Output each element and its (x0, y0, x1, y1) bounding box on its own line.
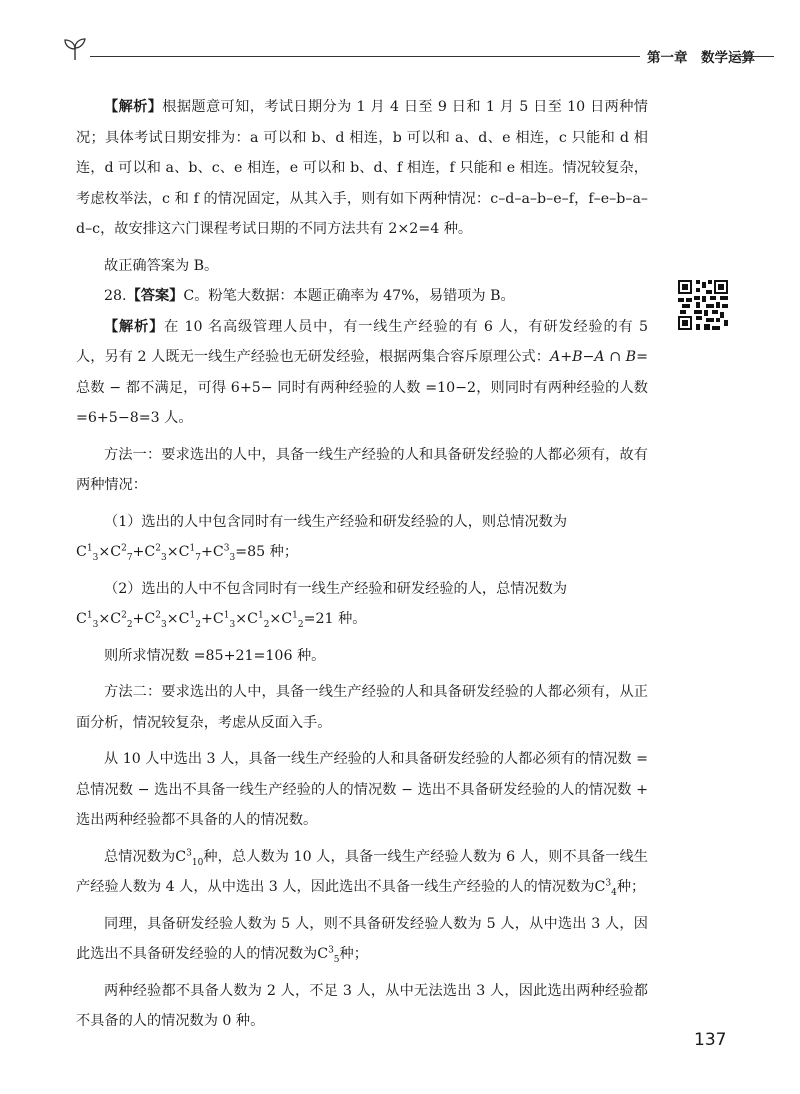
analysis-paragraph-28 (76, 312, 648, 434)
case-one (76, 507, 648, 568)
inclusion-exclusion-formula: A+B−A ∩ B= (549, 349, 648, 365)
analysis-text-cont: 总数 − 都不满足，可得 6+5− 同时有两种经验的人数 =10−2，则同时有两种经验的人数 =6+5−8=3 人。 (76, 379, 648, 426)
header-rule-right (732, 56, 774, 57)
analysis-text: 根据题意可知，考试日期分为 1 月 4 日至 9 日和 1 月 5 日至 10 日两种情况；具体考试日期安排为：a 可以和 b、d 相连，b 可以和 a、d、e 相连，c 只能和 d 相连，d 可以和 a、b、c、e 相连，e 可以和 b、d、f 相连，f 只能和 e 相连。情况较复杂，考虑枚举法，c 和 f 的情况固定，从其入手，则有如下两种情况：c–d–a–b–e–f，f–e–b–a–d–c，故安排这六门课程考试日期的不同方法共有 2×2=4 种。 (76, 99, 648, 237)
method-one-intro: 方法一：要求选出的人中，具备一线生产经验的人和具备研发经验的人都必须有，故有两种情况： (76, 446, 648, 493)
neither-cases-paragraph: 两种经验都不具备人数为 2 人，不足 3 人，从中无法选出 3 人，因此选出两种经验都不具备的人的情况数为 0 种。 (76, 982, 648, 1029)
case-one-formula: $C^1_3\times C^2_7+C^2_3\times C^1_7+C^3_3$ (76, 543, 236, 563)
correct-answer-line: 故正确答案为 B。 (104, 257, 219, 274)
page-header (62, 34, 774, 70)
qr-code-icon (678, 280, 728, 330)
case-two-formula: $C^1_3\times C^2_2+C^2_3\times C^1_2+C^1_3\times C^1_2\times C^1_2$ (76, 610, 304, 630)
total-cases-text: 总情况数为 (104, 848, 176, 865)
research-cases-text-end: 种； (339, 946, 368, 962)
question-number: 28. (104, 288, 127, 304)
total-cases-formula: $C^3_{10}$ (175, 847, 204, 868)
analysis-label: 【解析】 (104, 99, 163, 115)
chapter-title: 第一章 数学运算 (647, 50, 755, 66)
page-number: 137 (694, 1030, 727, 1050)
case-two-result: =21 种。 (303, 611, 367, 627)
case-two-text: （2）选出的人中不包含同时有一线生产经验和研发经验的人，总情况数为 (104, 580, 568, 597)
total-cases-text-end: 种； (616, 879, 646, 895)
method-one-total: 则所求情况数 =85+21=106 种。 (104, 647, 326, 664)
method-two-intro: 方法二：要求选出的人中，具备一线生产经验的人和具备研发经验的人都必须有，从正面分析，情况较复杂，考虑从反面入手。 (76, 684, 648, 731)
question-28-answer (76, 281, 648, 312)
analysis-text: 在 10 名高级管理人员中，有一线生产经验的有 6 人，有研发经验的有 5 人，另有 2 人既无一线生产经验也无研发经验，根据两集合容斥原理公式： (76, 318, 648, 365)
answer-text: C。粉笔大数据：本题正确率为 47%，易错项为 B。 (183, 288, 515, 304)
case-one-text: （1）选出的人中包含同时有一线生产经验和研发经验的人，则总情况数为 (104, 513, 568, 530)
case-one-result: =85 种； (235, 544, 299, 560)
header-rule (90, 56, 640, 57)
method-two-explanation: 从 10 人中选出 3 人，具备一线生产经验的人和具备研发经验的人都必须有的情况数 = 总情况数 − 选出不具备一线生产经验的人的情况数 − 选出不具备研发经验的人的情况数 + 选出两种经验都不具备的人的情况数。 (76, 751, 648, 828)
analysis-paragraph-27 (76, 92, 648, 245)
no-research-formula: $C^3_5$ (317, 945, 340, 965)
answer-content (76, 92, 648, 1037)
sprout-logo-icon (62, 36, 88, 62)
total-cases-paragraph (76, 842, 648, 903)
research-cases-paragraph (76, 909, 648, 970)
case-two (76, 574, 648, 635)
answer-label: 【答案】 (126, 288, 184, 304)
total-cases-text-cont: 种，总人数为 10 人，具备一线生产经验人数为 6 人，则不具备一线生产经验人数为 4 人，从中选出 3 人，因此选出不具备一线生产经验的人的情况数为 (76, 848, 648, 895)
no-production-formula: $C^3_4$ (594, 878, 617, 898)
research-cases-text: 同理，具备研发经验人数为 5 人，则不具备研发经验人数为 5 人，从中选出 3 人，因此选出不具备研发经验的人的情况数为 (76, 915, 648, 962)
analysis-label: 【解析】 (104, 318, 165, 335)
